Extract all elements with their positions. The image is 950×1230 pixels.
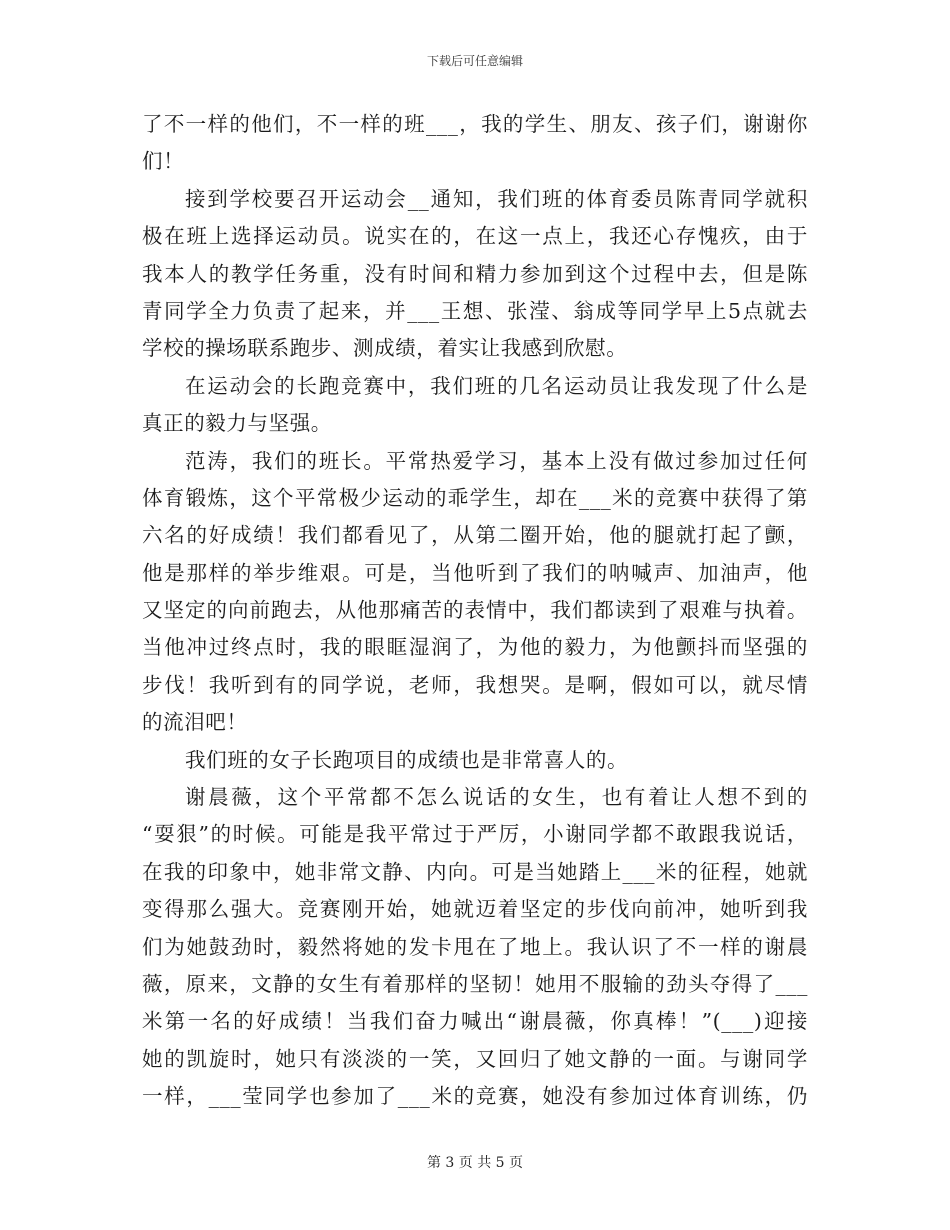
text-line: 体育锻炼，这个平常极少运动的乖学生，却在___米的竞赛中获得了第 bbox=[142, 485, 808, 510]
page-footer: 第 3 页 共 5 页 bbox=[426, 1155, 524, 1171]
text-line: “耍狠”的时候。可能是我平常过于严厉，小谢同学都不敢跟我说话， bbox=[142, 822, 808, 847]
text-line: 变得那么强大。竞赛刚开始，她就迈着坚定的步伐向前冲，她听到我 bbox=[142, 897, 808, 922]
text-line: 范涛，我们的班长。平常热爱学习，基本上没有做过参加过任何 bbox=[185, 448, 808, 473]
text-line: 在我的印象中，她非常文静、内向。可是当她踏上___米的征程，她就 bbox=[142, 859, 808, 884]
text-line: 真正的毅力与坚强。 bbox=[142, 411, 332, 436]
text-line: 当他冲过终点时，我的眼眶湿润了，为他的毅力，为他颤抖而坚强的 bbox=[142, 635, 808, 660]
text-line: 我们班的女子长跑项目的成绩也是非常喜人的。 bbox=[185, 747, 629, 772]
page-header: 下载后可任意编辑 bbox=[426, 54, 523, 68]
text-line: 一样，___莹同学也参加了___米的竞赛，她没有参加过体育训练，仍 bbox=[142, 1084, 808, 1109]
text-line: 们为她鼓劲时，毅然将她的发卡甩在了地上。我认识了不一样的谢晨 bbox=[142, 934, 808, 959]
text-line: 接到学校要召开运动会__通知，我们班的体育委员陈青同学就积 bbox=[185, 186, 808, 211]
document-body bbox=[142, 106, 808, 1116]
text-line: 步伐！我听到有的同学说，老师，我想哭。是啊，假如可以，就尽情 bbox=[142, 672, 808, 697]
text-line: 他是那样的举步维艰。可是，当他听到了我们的呐喊声、加油声，他 bbox=[142, 560, 808, 585]
text-line: 学校的操场联系跑步、测成绩，着实让我感到欣慰。 bbox=[142, 336, 628, 361]
text-line: 在运动会的长跑竞赛中，我们班的几名运动员让我发现了什么是 bbox=[185, 373, 808, 398]
text-line: 薇，原来，文静的女生有着那样的坚韧！她用不服输的劲头夺得了___ bbox=[142, 971, 808, 996]
text-line: 她的凯旋时，她只有淡淡的一笑，又回归了她文静的一面。与谢同学 bbox=[142, 1046, 808, 1071]
text-line: 谢晨薇，这个平常都不怎么说话的女生，也有着让人想不到的 bbox=[185, 785, 808, 810]
text-line: 又坚定的向前跑去，从他那痛苦的表情中，我们都读到了艰难与执着。 bbox=[142, 598, 808, 623]
text-line: 我本人的教学任务重，没有时间和精力参加到这个过程中去，但是陈 bbox=[142, 261, 808, 286]
text-line: 的流泪吧！ bbox=[142, 710, 248, 735]
text-line: 极在班上选择运动员。说实在的，在这一点上，我还心存愧疚，由于 bbox=[142, 224, 808, 249]
text-line: 六名的好成绩！我们都看见了，从第二圈开始，他的腿就打起了颤， bbox=[142, 523, 808, 548]
text-line: 们！ bbox=[142, 149, 185, 174]
text-line: 米第一名的好成绩！当我们奋力喊出“谢晨薇，你真棒！”(___)迎接 bbox=[142, 1009, 808, 1034]
text-line: 了不一样的他们，不一样的班___，我的学生、朋友、孩子们，谢谢你 bbox=[142, 112, 808, 136]
text-line: 青同学全力负责了起来，并___王想、张滢、翁成等同学早上5点就去 bbox=[142, 298, 808, 323]
